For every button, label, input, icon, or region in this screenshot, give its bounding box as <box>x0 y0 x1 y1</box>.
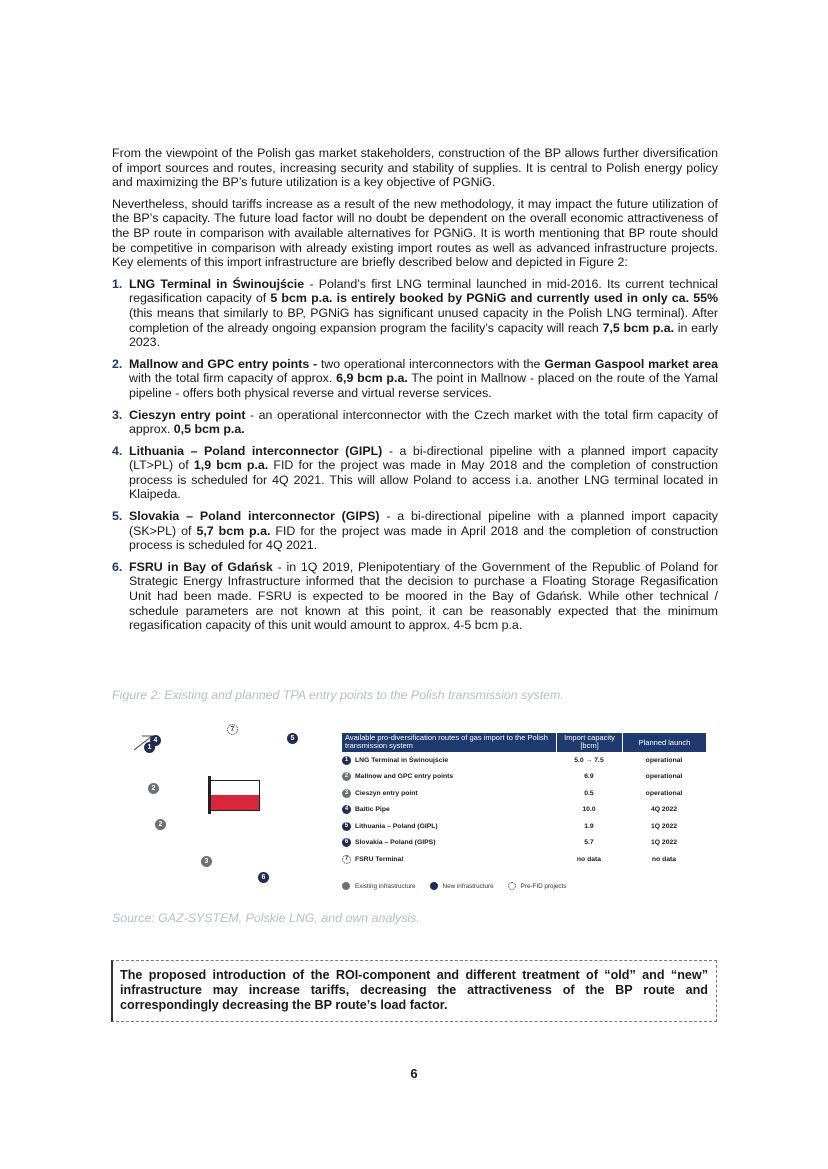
list-item-title: FSRU in Bay of Gdańsk <box>129 559 273 574</box>
list-number: 2. <box>112 356 123 371</box>
route-launch: operational <box>645 789 683 797</box>
route-capacity: 0.5 <box>584 789 594 797</box>
list-item-4 <box>112 444 718 502</box>
list-item-text: in early 2023. <box>129 320 719 350</box>
existing-dot-icon <box>342 882 350 890</box>
list-item-text: with the total firm capacity of approx. <box>129 371 337 386</box>
route-marker: 1 <box>342 756 351 765</box>
list-item-text: FID for the project was made in May 2018 and the completion of construction process is scheduled for 4Q 2021. This will allow Poland to access i.a. another LNG terminal located in Klaipeda. <box>129 458 719 502</box>
list-item-bold: 5 bcm p.a. is entirely booked by PGNiG and currently used in only ca. 55% <box>270 291 718 306</box>
list-number: 5. <box>112 509 123 524</box>
map-marker-2b: 2 <box>155 819 166 830</box>
route-marker: 6 <box>342 838 351 847</box>
figure-caption: Figure 2: Existing and planned TPA entry points to the Polish transmission system. <box>112 688 564 702</box>
list-item-title: Cieszyn entry point <box>129 407 246 422</box>
route-name: Baltic Pipe <box>355 806 390 814</box>
routes-table <box>342 733 706 868</box>
list-item-3 <box>112 408 718 437</box>
map-marker-3: 3 <box>201 856 212 867</box>
list-item-text: two operational interconnectors with the <box>317 356 545 371</box>
list-item-bold: 1,9 bcm p.a. <box>193 458 269 473</box>
table-row <box>342 818 706 835</box>
route-capacity: 6.9 <box>584 773 594 781</box>
route-capacity: 1.9 <box>584 822 594 830</box>
list-item-bold: 0,5 bcm p.a. <box>173 422 245 437</box>
table-row <box>342 769 706 786</box>
list-item-text: The point in Mallnow - placed on the route of the Yamal pipeline - offers both physical reverse and virtual reverse services. <box>129 371 718 400</box>
header-capacity: Import capacity [bcm] <box>556 733 622 752</box>
route-marker: 5 <box>342 822 351 831</box>
header-routes: Available pro-diversification routes of gas import to the Polish transmission system <box>342 733 556 752</box>
list-number: 3. <box>112 407 123 422</box>
table-row <box>342 802 706 819</box>
list-item-bold: German Gaspool market area <box>544 356 718 371</box>
list-item-title: Slovakia – Poland interconnector (GIPS) <box>129 509 380 524</box>
route-name: Slovakia – Poland (GIPS) <box>355 839 436 847</box>
list-item-text: - a bi-directional pipeline with a planned import capacity (LT>PL) of <box>129 443 718 473</box>
figure-2 <box>112 716 718 902</box>
route-launch: operational <box>645 773 683 781</box>
table-row <box>342 752 706 769</box>
table-row <box>342 835 706 852</box>
legend-new: New infrastructure <box>442 882 494 890</box>
route-name: Mallnow and GPC entry points <box>355 773 454 781</box>
new-dot-icon <box>430 882 438 890</box>
route-launch: no data <box>651 855 677 863</box>
table-row <box>342 851 706 868</box>
map-marker-2: 2 <box>148 783 159 794</box>
route-launch: 1Q 2022 <box>650 839 678 847</box>
table-row <box>342 785 706 802</box>
list-number: 1. <box>112 276 123 291</box>
list-item-title: Mallnow and GPC entry points - <box>129 356 318 371</box>
route-capacity: 5.7 <box>584 839 594 847</box>
list-item-title: LNG Terminal in Świnoujście <box>129 276 305 291</box>
list-item-1 <box>112 277 718 350</box>
list-item-bold: 5,7 bcm p.a. <box>196 523 271 538</box>
paragraph-2: Nevertheless, should tariffs increase as a result of the new methodology, it may impact the future utilization of the BP’s capacity. The future load factor will no doubt be dependent on the overall economic attractiveness of the BP route in comparison with available alternatives for PGNiG. It is worth mentioning that BP route should be competitive in comparison with already existing import routes as well as advanced infrastructure projects. Key elements of this import infrastructure are briefly described below and depicted in Figure 2: <box>112 196 718 270</box>
body-text <box>112 146 718 640</box>
route-capacity: 10.0 <box>582 806 596 814</box>
list-item-text: - an operational interconnector with the Czech market with the total firm capacity of approx. <box>129 407 718 437</box>
table-header <box>342 733 706 752</box>
route-marker: 2 <box>342 772 351 781</box>
pre-fid-dot-icon <box>508 882 516 890</box>
map-marker-7: 7 <box>227 724 238 735</box>
list-item-2 <box>112 357 718 401</box>
route-marker: 4 <box>342 805 351 814</box>
list-number: 6. <box>112 559 123 574</box>
route-launch: 4Q 2022 <box>650 806 678 814</box>
legend-existing: Existing infrastructure <box>355 882 416 890</box>
list-item-bold: 7,5 bcm p.a. <box>602 320 675 335</box>
list-item-text: - a bi-directional pipeline with a planned import capacity (SK>PL) of <box>129 509 718 538</box>
list-item-title: Lithuania – Poland interconnector (GIPL) <box>129 443 383 458</box>
legend-pre-fid: Pre-FID projects <box>520 882 567 890</box>
map-marker-4: 4 <box>150 735 161 746</box>
page-number: 6 <box>410 1066 418 1081</box>
list-item-6 <box>112 560 718 633</box>
route-marker: 3 <box>342 789 351 798</box>
list-number: 4. <box>112 443 123 458</box>
poland-flag <box>210 780 260 811</box>
map-marker-1: 1 <box>144 742 155 753</box>
callout-box: The proposed introduction of the ROI-component and different treatment of “old” and “new” infrastructure may increase tariffs, decreasing the attractiveness of the BP route and correspondingly decreasing the BP route’s load factor. <box>111 960 717 1022</box>
route-name: LNG Terminal in Świnoujście <box>355 756 449 764</box>
list-item-5 <box>112 509 718 553</box>
map-marker-6: 6 <box>258 872 269 883</box>
list-item-text: (this means that similarly to BP, PGNiG has significant unused capacity in the Polish LNG terminal). After completion of the already ongoing expansion program the facility’s capacity will reach <box>129 305 718 335</box>
route-launch: operational <box>645 756 683 764</box>
route-name: FSRU Terminal <box>355 855 404 863</box>
paragraph-1: From the viewpoint of the Polish gas market stakeholders, construction of the BP allows further diversification of import sources and routes, increasing security and stability of supplies. It is central to Polish energy policy and maximizing the BP’s future utilization is a key objective of PGNiG. <box>112 146 718 190</box>
header-launch: Planned launch <box>622 733 706 752</box>
route-marker: 7 <box>342 855 351 864</box>
list-item-text: - Poland’s first LNG terminal launched in mid-2016. Its current technical regasification capacity of <box>129 276 719 306</box>
list-item-bold: 6,9 bcm p.a. <box>336 371 408 386</box>
figure-legend <box>342 882 580 890</box>
route-capacity: 5.0 → 7.5 <box>574 756 604 764</box>
list-item-text: - in 1Q 2019, Plenipotentiary of the Government of the Republic of Poland for Strategic Energy Infrastructure informed that the decision to purchase a Floating Storage Regasification Unit had been made. FSRU is expected to be moored in the Bay of Gdańsk. While other technical / schedule parameters are not known at this point, it can be reasonably expected that the minimum regasification capacity of this unit would amount to approx. 4-5 bcm p.a. <box>129 559 718 633</box>
route-name: Cieszyn entry point <box>355 789 418 797</box>
route-launch: 1Q 2022 <box>650 822 678 830</box>
route-name: Lithuania – Poland (GIPL) <box>355 822 438 830</box>
map-marker-5: 5 <box>287 733 298 744</box>
route-capacity: no data <box>576 855 602 863</box>
figure-source: Source: GAZ-SYSTEM, Polskie LNG, and own analysis. <box>112 911 420 925</box>
list-item-text: FID for the project was made in April 2018 and the completion of construction process is scheduled for 4Q 2021. <box>129 523 718 553</box>
